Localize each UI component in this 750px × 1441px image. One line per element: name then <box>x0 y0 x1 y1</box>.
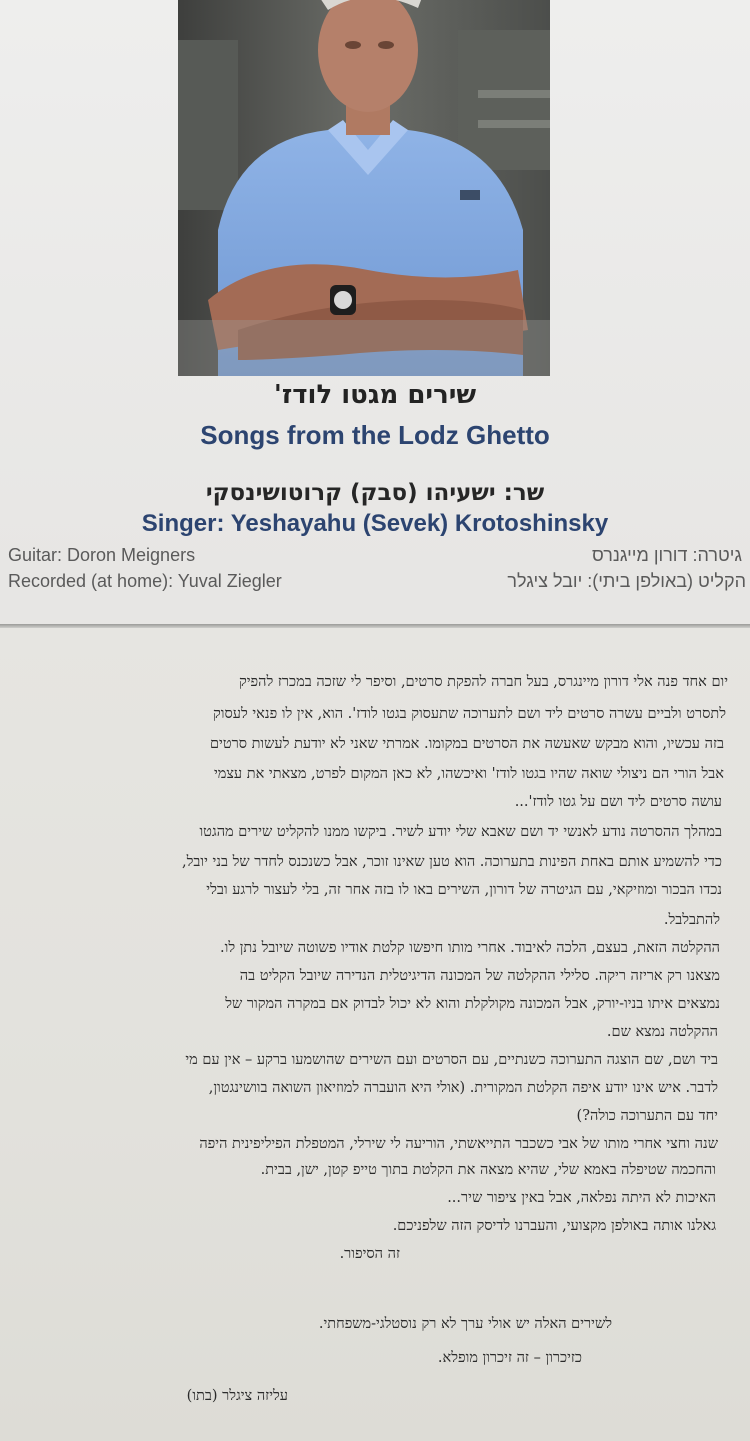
letter-line: ההקלטה הזאת, בעצם, הלכה לאיבוד. אחרי מותו חיפשו קלטת אודיו פשוטה שיובל נתן לו. <box>220 940 720 956</box>
letter-line: האיכות לא היתה נפלאה, אבל באין ציפור שיר... <box>447 1190 716 1206</box>
letter-line: גאלנו אותה באולפן מקצועי, והעברנו לדיסק הזה שלפניכם. <box>392 1218 716 1234</box>
letter-line: נמצאים איתו בניו-יורק, אבל המכונה מקולקלת והוא לא יכול לבדוק אם במקרה המקור של <box>225 996 720 1012</box>
letter-line: נכדו הבכור ומוזיקאי, עם הגיטרה של דורון, השירים באו לו בזה אחר זה, בלי לעצור לרגע ובלי <box>206 882 722 898</box>
letter-line: והחכמה שטיפלה באמא שלי, שהיא מצאה את הקלטת בתוך טייפ קטן, ישן, בבית. <box>260 1162 716 1178</box>
letter-line: להתבלבל. <box>663 912 720 928</box>
singer-portrait-photo <box>178 0 550 376</box>
guitar-credit-hebrew: גיטרה: דורון מייגנרס <box>591 545 742 565</box>
letter-line: ההקלטה נמצא שם. <box>606 1024 718 1040</box>
letter-line: יחד עם התערוכה כולה?) <box>576 1108 718 1124</box>
letter-line: זה הסיפור. <box>339 1246 400 1262</box>
letter-line: ביד ושם, שם הוצגה התערוכה כשנתיים, עם הסרטים ועם השירים שהושמעו ברקע – אין עם מי <box>185 1052 718 1068</box>
letter-sheet <box>0 628 750 1441</box>
title-english: Songs from the Lodz Ghetto <box>200 420 550 450</box>
letter-line: מצאנו רק אריזה ריקה. סלילי ההקלטה של המכונה הדיגיטלית הנדירה שיובל הקליט בה <box>239 968 720 984</box>
letter-line: לדבר. איש אינו יודע איפה הקלטת המקורית. (אולי היא הועברה למוזיאון השואה בוושינגטון, <box>208 1080 718 1096</box>
portrait-illustration <box>178 0 550 376</box>
letter-line: כדי להשמיע אותם באחת הפינות בתערוכה. הוא טען שאינו זוכר, אבל כשנכנס לחדר של בני יובל, <box>182 854 722 870</box>
letter-line: בזה עכשיו, והוא מבקש שאעשה את הסרטים במקומו. אמרתי שאני לא יודעת לעשות סרטים <box>209 736 724 752</box>
guitar-credit-english: Guitar: Doron Meigners <box>8 545 196 565</box>
recorded-credit-english: Recorded (at home): Yuval Ziegler <box>8 571 282 591</box>
letter-line: שנה וחצי אחרי מותו של אבי כשכבר התייאשתי, הוריעה לי שירלי, המטפלת הפיליפינית היפה <box>199 1136 718 1152</box>
letter-line: לשירים האלה יש אולי ערך לא רק נוסטלגי-משפחתי. <box>318 1316 612 1332</box>
recorded-credit-hebrew: הקליט (באולפן ביתי): יובל ציגלר <box>507 571 746 591</box>
letter-line: לתסרט ולביים עשרה סרטים ליד ושם לתערוכה שתעסוק בגטו לודז'. הוא, אין לו פנאי לעסוק <box>213 706 726 722</box>
letter-line: כזיכרון – זה זיכרון מופלא. <box>437 1350 582 1366</box>
singer-hebrew: שר: ישעיהו (סבק) קרוטושינסקי <box>205 480 545 506</box>
singer-english: Singer: Yeshayahu (Sevek) Krotoshinsky <box>141 510 609 537</box>
title-hebrew: שירים מגטו לודז' <box>273 380 477 410</box>
letter-line: יום אחד פנה אלי דורון מיינגרס, בעל חברה להפקת סרטים, וסיפר לי שזכה במכרז להפיק <box>238 674 728 690</box>
letter-line: אבל הורי הם ניצולי שואה שהיו בגטו לודז' ואיכשהו, לא כאן המקום לפרט, מצאתי את עצמי <box>213 766 724 782</box>
letter-line: במהלך ההסרטה נודע לאנשי יד ושם שאבא שלי יודע לשיר. ביקשו ממנו להקליט שירים מהגטו <box>199 824 722 840</box>
letter-line: עושה סרטים ליד ושם על גטו לודז'... <box>514 794 722 810</box>
letter-signature: עליזה ציגלר (בתו) <box>186 1388 288 1404</box>
